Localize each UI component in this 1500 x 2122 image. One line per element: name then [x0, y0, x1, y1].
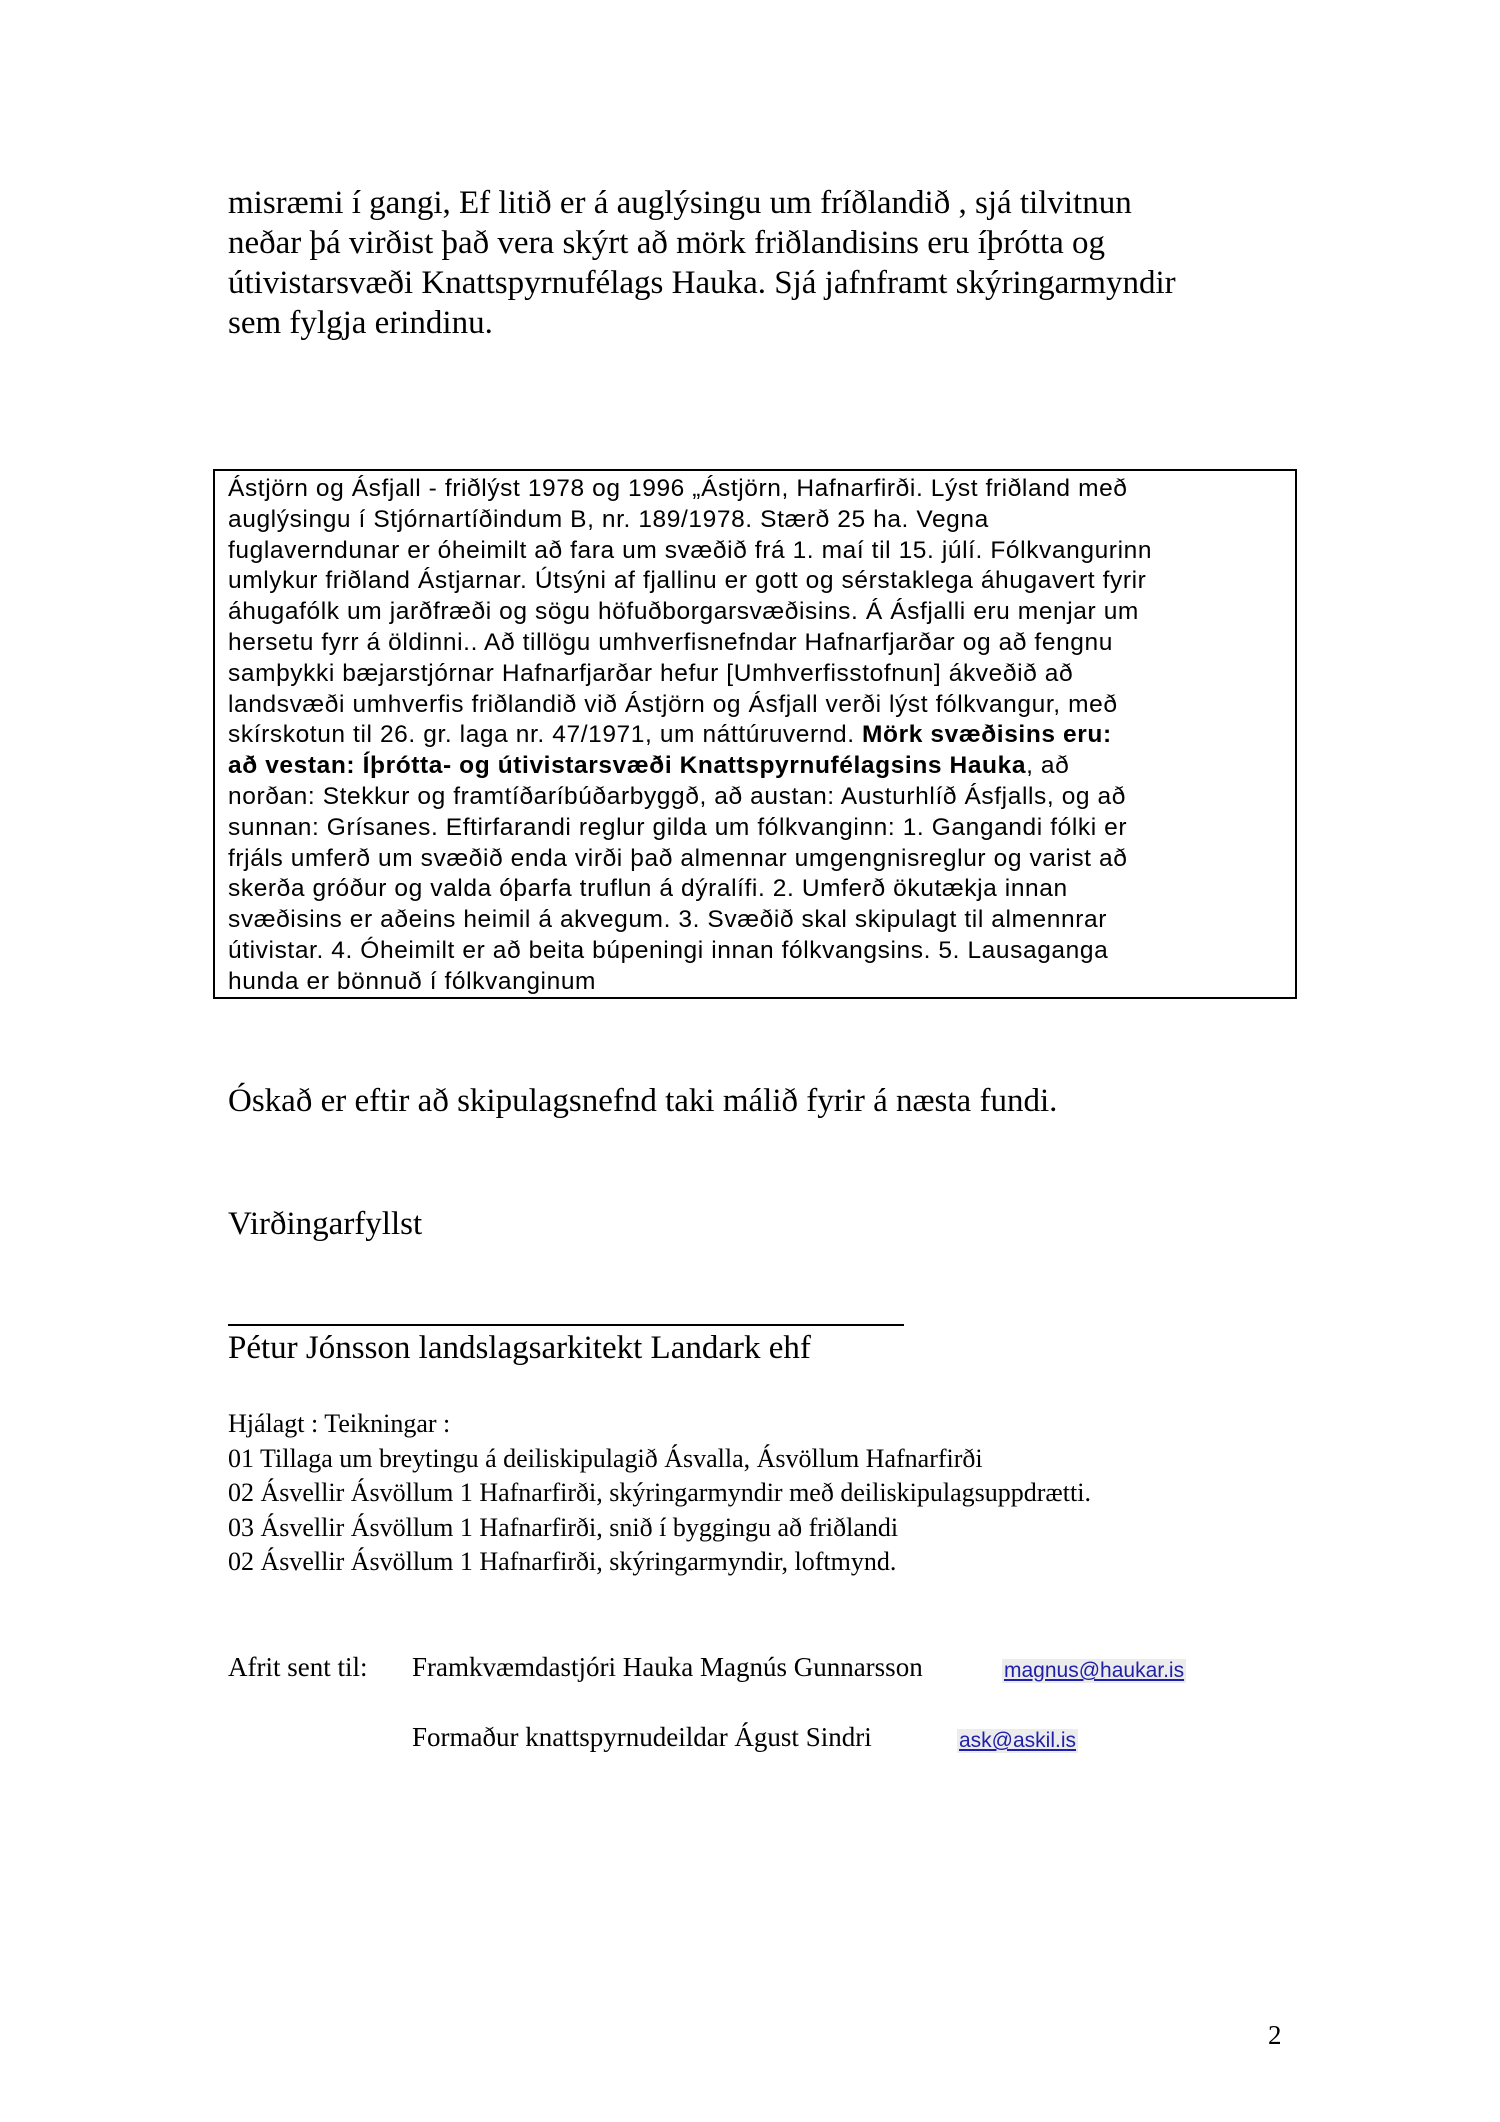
- quote-line: áhugafólk um jarðfræði og sögu höfuðborgarsvæðisins. Á Ásfjalli eru menjar um: [228, 598, 1139, 626]
- email-link-2[interactable]: ask@askil.is: [959, 1729, 1077, 1752]
- quote-line: sunnan: Grísanes. Eftirfarandi reglur gilda um fólkvanginn: 1. Gangandi fólki er: [228, 813, 1128, 841]
- quote-line: samþykki bæjarstjórnar Hafnarfjarðar hefur [Umhverfisstofnun] ákveðið að: [228, 659, 1074, 687]
- quote-line: hersetu fyrr á öldinni.. Að tillögu umhverfisnefndar Hafnarfjarðar og að fengnu: [228, 628, 1113, 656]
- attachments-list: [228, 1407, 1091, 1580]
- intro-line: sem fylgja erindinu.: [228, 305, 493, 341]
- boundary-heading: Mörk svæðisins eru:: [862, 721, 1112, 749]
- quote-line: skerða gróður og valda óþarfa truflun á dýralífi. 2. Umferð ökutækja innan: [228, 875, 1068, 903]
- quote-line: umlykur friðland Ástjarnar. Útsýni af fjallinu er gott og sérstaklega áhugavert fyrir: [228, 567, 1147, 595]
- copy-recipient-1: Framkvæmdastjóri Hauka Magnús Gunnarsson: [412, 1652, 923, 1682]
- quote-line: svæðisins er aðeins heimil á akvegum. 3. Svæðið skal skipulagt til almennrar: [228, 906, 1107, 934]
- copy-recipient-2: Formaður knattspyrnudeildar Águst Sindri: [412, 1722, 872, 1752]
- attachment-item: 03 Ásvellir Ásvöllum 1 Hafnarfirði, snið í byggingu að friðlandi: [228, 1512, 899, 1542]
- quote-line: Ástjörn og Ásfjall - friðlýst 1978 og 1996 „Ástjörn, Hafnarfirði. Lýst friðland með: [228, 475, 1128, 502]
- copies-label: Afrit sent til:: [228, 1652, 368, 1682]
- intro-line: útivistarsvæði Knattspyrnufélags Hauka. Sjá jafnframt skýringarmyndir: [228, 265, 1176, 301]
- intro-paragraph: [228, 183, 1328, 343]
- attachment-item: 02 Ásvellir Ásvöllum 1 Hafnarfirði, skýringarmyndir, loftmynd.: [228, 1547, 897, 1576]
- quote-line-mixed: [228, 751, 1283, 782]
- quote-line: skírskotun til 26. gr. laga nr. 47/1971, um náttúruvernd.: [228, 721, 863, 749]
- closing-salutation: Virðingarfyllst: [228, 1206, 423, 1242]
- quote-line: auglýsingu í Stjórnartíðindum B, nr. 189/1978. Stærð 25 ha. Vegna: [228, 505, 989, 533]
- intro-line: misræmi í gangi, Ef litið er á auglýsingu um fríðlandið , sjá tilvitnun: [228, 185, 1132, 221]
- quote-line: útivistar. 4. Óheimilt er að beita búpeningi innan fólkvangsins. 5. Lausaganga: [228, 936, 1109, 964]
- quote-line: fuglaverndunar er óheimilt að fara um svæðið frá 1. maí til 15. júlí. Fólkvangurinn: [228, 536, 1153, 564]
- intro-line: neðar þá virðist það vera skýrt að mörk friðlandisins eru íþrótta og: [228, 225, 1106, 261]
- signature-line: [228, 1324, 904, 1326]
- quote-line: norðan: Stekkur og framtíðaríbúðarbyggð, að austan: Austurhlíð Ásfjalls, og að: [228, 782, 1127, 810]
- west-boundary-text: að vestan: Íþrótta- og útivistarsvæði Knattspyrnufélagsins Hauka: [228, 752, 1027, 780]
- attachment-item: 02 Ásvellir Ásvöllum 1 Hafnarfirði, skýringarmyndir með deiliskipulagsuppdrætti.: [228, 1478, 1091, 1507]
- page-number: 2: [1268, 2020, 1282, 2050]
- email-link-1[interactable]: magnus@haukar.is: [1004, 1659, 1185, 1682]
- quote-line: frjáls umferð um svæðið enda virði það almennar umgengnisreglur og varist að: [228, 844, 1128, 872]
- attachments-heading: Hjálagt : Teikningar :: [228, 1409, 451, 1438]
- quote-line: landsvæði umhverfis friðlandið við Ástjörn og Ásfjall verði lýst fólkvangur, með: [228, 690, 1118, 718]
- quote-line: hunda er bönnuð í fólkvanginum: [228, 967, 597, 995]
- quoted-announcement-box: [213, 469, 1297, 999]
- quote-text: , að: [1026, 752, 1070, 780]
- quote-line-mixed: [228, 720, 1283, 751]
- request-sentence: Óskað er eftir að skipulagsnefnd taki málið fyrir á næsta fundi.: [228, 1083, 1058, 1119]
- signatory-name: Pétur Jónsson landslagsarkitekt Landark ehf: [228, 1330, 811, 1366]
- attachment-item: 01 Tillaga um breytingu á deiliskipulagið Ásvalla, Ásvöllum Hafnarfirði: [228, 1443, 983, 1473]
